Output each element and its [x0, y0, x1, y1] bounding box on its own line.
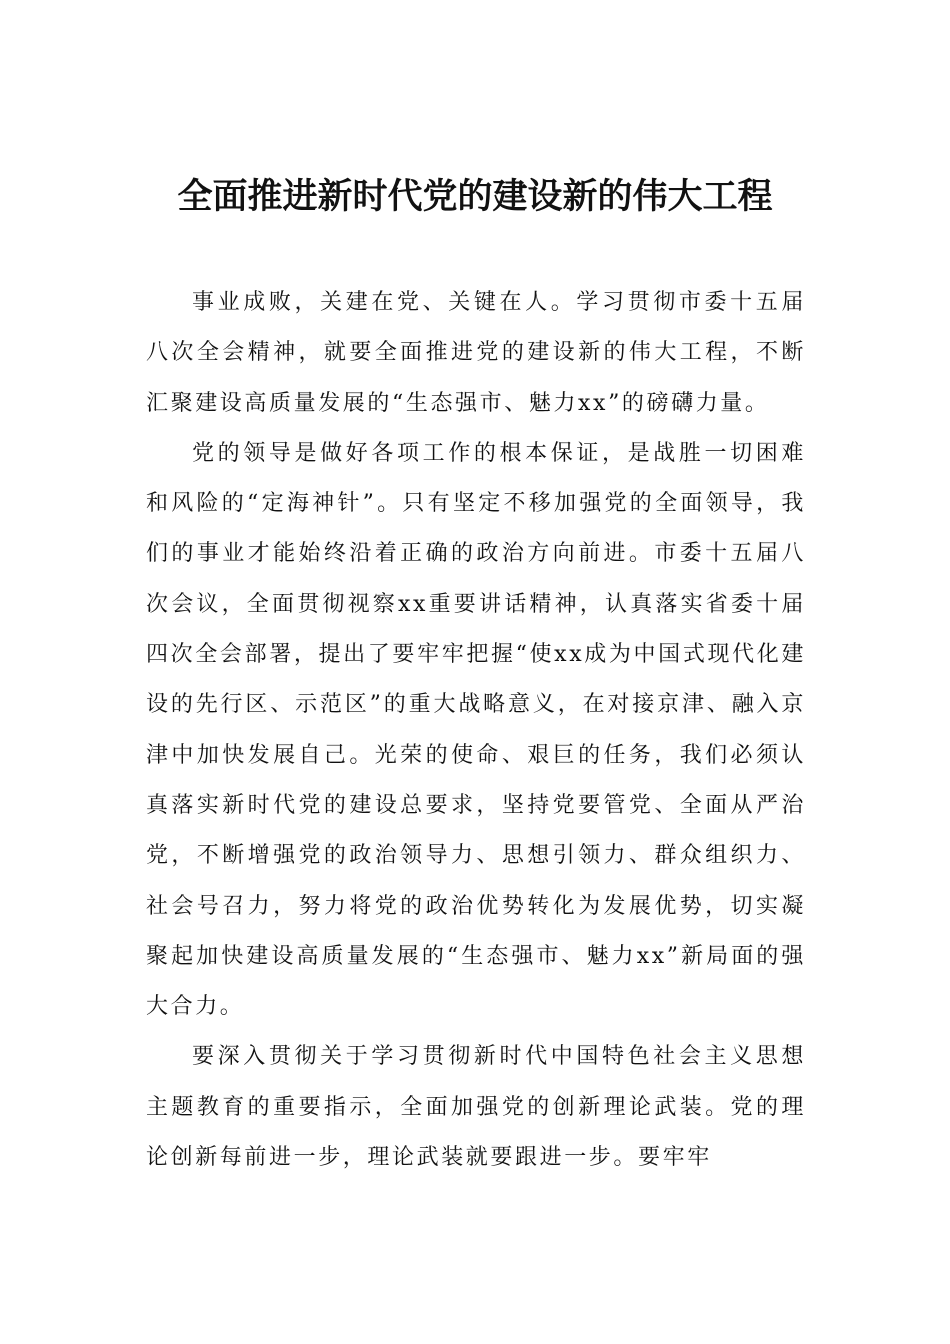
paragraph-1: 事业成败，关建在党、关键在人。学习贯彻市委十五届八次全会精神，就要全面推进党的建设新的伟大工程，不断汇聚建设高质量发展的“生态强市、魅力xx”的磅礴力量。 [146, 290, 806, 416]
document-body [146, 278, 806, 1183]
paragraph-2: 党的领导是做好各项工作的根本保证，是战胜一切困难和风险的“定海神针”。只有坚定不移加强党的全面领导，我们的事业才能始终沿着正确的政治方向前进。市委十五届八次会议，全面贯彻视察xx重要讲话精神，认真落实省委十届四次全会部署，提出了要牢牢把握“使xx成为中国式现代化建设的先行区、示范区”的重大战略意义，在对接京津、融入京津中加快发展自己。光荣的使命、艰巨的任务，我们必须认真落实新时代党的建设总要求，坚持党要管党、全面从严治党，不断增强党的政治领导力、思想引领力、群众组织力、社会号召力，努力将党的政治优势转化为发展优势，切实凝聚起加快建设高质量发展的“生态强市、魅力xx”新局面的强大合力。 [146, 440, 806, 1020]
document-title: 全面推进新时代党的建设新的伟大工程 [177, 176, 773, 217]
paragraph-3: 要深入贯彻关于学习贯彻新时代中国特色社会主义思想主题教育的重要指示，全面加强党的创新理论武装。党的理论创新每前进一步，理论武装就要跟进一步。要牢牢 [146, 1044, 806, 1171]
